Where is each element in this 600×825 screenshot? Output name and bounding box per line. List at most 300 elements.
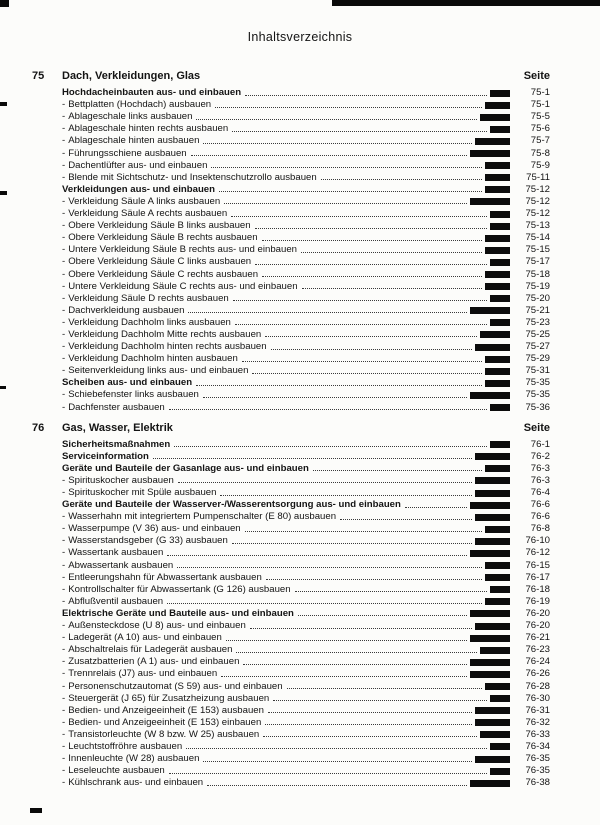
toc-entry-row (62, 619, 550, 631)
toc-entry-row (62, 159, 550, 171)
toc-entry-row (62, 195, 550, 207)
toc-entry-row (62, 776, 550, 788)
entry-page-number: 75-29 (525, 353, 550, 365)
entry-label: Bedien- und Anzeigeeinheit (E 153) einbauen (68, 716, 262, 728)
redaction-bar (485, 356, 510, 363)
toc-entry-row (62, 255, 550, 267)
entry-dash: - (62, 159, 66, 171)
redaction-bar (490, 586, 510, 593)
toc-subsection-row (62, 376, 550, 388)
toc-entry-row (62, 328, 550, 340)
toc-subsection-row (62, 86, 550, 98)
entry-dash: - (62, 147, 66, 159)
entry-label: Trennrelais (J7) aus- und einbauen (68, 668, 218, 680)
toc-entry-row (62, 340, 550, 352)
dotted-leader (236, 652, 477, 653)
entry-dash: - (62, 292, 66, 304)
entry-dash: - (62, 777, 66, 789)
toc-entry-row (62, 655, 550, 667)
dotted-leader (177, 567, 482, 568)
entry-page-number: 75-27 (525, 341, 550, 353)
entry-label: Verkleidung Dachholm links ausbauen (68, 316, 231, 328)
redaction-bar (485, 283, 510, 290)
entry-dash: - (62, 511, 66, 523)
toc-entry-row (62, 692, 550, 704)
entry-dash: - (62, 123, 66, 135)
redaction-bar (485, 235, 510, 242)
entry-dash: - (62, 328, 66, 340)
entry-page-number: 76-15 (525, 559, 550, 571)
redaction-bar (490, 695, 510, 702)
toc-entry-row (62, 740, 550, 752)
redaction-bar (480, 731, 510, 738)
entry-label: Abflußventil ausbauen (68, 595, 164, 607)
redaction-bar (480, 647, 510, 654)
dotted-leader (287, 688, 482, 689)
dotted-leader (219, 191, 482, 192)
entry-page-number: 75-36 (525, 401, 550, 413)
entry-dash: - (62, 99, 66, 111)
entry-dash: - (62, 195, 66, 207)
dotted-leader (313, 470, 482, 471)
entry-page-number: 76-24 (525, 656, 550, 668)
redaction-bar (485, 562, 510, 569)
entry-label: Untere Verkleidung Säule C rechts aus- und einbauen (68, 280, 298, 292)
toc-entry-row (62, 486, 550, 498)
entry-label: Leuchtstoffröhre ausbauen (68, 740, 183, 752)
entry-dash: - (62, 111, 66, 123)
entry-dash: - (62, 171, 66, 183)
dotted-leader (191, 155, 467, 156)
entry-dash: - (62, 401, 66, 413)
entry-label: Obere Verkleidung Säule C rechts ausbauen (68, 268, 259, 280)
entry-page-number: 76-23 (525, 644, 550, 656)
redaction-bar (475, 538, 510, 545)
redaction-bar (470, 392, 510, 399)
entry-page-number: 76-34 (525, 740, 550, 752)
dotted-leader (196, 119, 477, 120)
dotted-leader (203, 761, 472, 762)
dotted-leader (196, 385, 482, 386)
entry-page-number: 75-11 (526, 171, 550, 183)
entry-label: Ablageschale links ausbauen (68, 111, 193, 123)
entry-dash: - (62, 595, 66, 607)
toc-entry-row (62, 474, 550, 486)
entry-label: Dachfenster ausbauen (68, 401, 165, 413)
dotted-leader (221, 676, 467, 677)
entry-label: Wasserhahn mit integriertem Pumpenschalter (E 80) ausbauen (68, 511, 337, 523)
entry-page-number: 75-6 (530, 123, 550, 135)
redaction-bar (475, 453, 510, 460)
entry-label: Seitenverkleidung links aus- und einbauen (68, 365, 249, 377)
entry-dash: - (62, 523, 66, 535)
entry-page-number: 75-12 (525, 195, 550, 207)
entry-label: Verkleidung Dachholm Mitte rechts ausbauen (68, 328, 262, 340)
redaction-bar (470, 307, 510, 314)
toc-entry-row (62, 534, 550, 546)
entry-dash: - (62, 304, 66, 316)
dotted-leader (186, 748, 487, 749)
entry-dash: - (62, 316, 66, 328)
entry-dash: - (62, 208, 66, 220)
toc-entry-row (62, 752, 550, 764)
toc-entry-row (62, 558, 550, 570)
redaction-bar (485, 380, 510, 387)
entry-page-number: 76-35 (525, 753, 550, 765)
toc-entry-row (62, 122, 550, 134)
entry-label: Personenschutzautomat (S 59) aus- und einbauen (68, 680, 283, 692)
entry-dash: - (62, 716, 66, 728)
entry-dash: - (62, 365, 66, 377)
dotted-leader (265, 336, 477, 337)
redaction-bar (490, 295, 510, 302)
redaction-bar (475, 477, 510, 484)
toc-entry-row (62, 679, 550, 691)
entry-page-number: 76-26 (525, 668, 550, 680)
entry-page-number: 75-25 (525, 328, 550, 340)
toc-entry-row (62, 728, 550, 740)
dotted-leader (255, 264, 487, 265)
entry-dash: - (62, 632, 66, 644)
entry-page-number: 76-4 (530, 487, 550, 498)
entry-dash: - (62, 740, 66, 752)
toc-entry-row (62, 400, 550, 412)
entry-page-number: 76-20 (525, 607, 550, 619)
entry-dash: - (62, 704, 66, 716)
redaction-bar (470, 502, 510, 509)
toc-section (32, 421, 550, 789)
entry-page-number: 75-13 (525, 220, 550, 232)
redaction-bar (470, 659, 510, 666)
entry-label: Hochdacheinbauten aus- und einbauen (62, 87, 242, 99)
redaction-bar (490, 126, 510, 133)
entry-dash: - (62, 547, 66, 559)
toc-entry-row (62, 171, 550, 183)
entry-label: Transistorleuchte (W 8 bzw. W 25) ausbauen (68, 728, 260, 740)
entry-page-number: 75-8 (530, 147, 550, 159)
scan-artifact (30, 808, 42, 813)
toc-entry-row (62, 764, 550, 776)
entry-page-number: 76-21 (525, 632, 550, 644)
toc-entry-row (62, 546, 550, 558)
redaction-bar (470, 198, 510, 205)
dotted-leader (211, 167, 482, 168)
entry-page-number: 75-5 (530, 111, 550, 123)
dotted-leader (203, 143, 472, 144)
entry-page-number: 75-35 (525, 389, 550, 401)
entry-label: Untere Verkleidung Säule B rechts aus- und einbauen (68, 244, 298, 256)
toc-subsection-row (62, 607, 550, 619)
toc-entry-row (62, 146, 550, 158)
entry-dash: - (62, 583, 66, 595)
redaction-bar (490, 90, 510, 97)
dotted-leader (233, 300, 487, 301)
redaction-bar (470, 550, 510, 557)
section-number: 75 (32, 70, 45, 82)
redaction-bar (485, 574, 510, 581)
entry-page-number: 76-18 (525, 583, 550, 595)
toc-subsection-row (62, 450, 550, 462)
entry-label: Leseleuchte ausbauen (68, 765, 165, 777)
entry-dash: - (62, 244, 66, 256)
toc-entry-row (62, 219, 550, 231)
entry-page-number: 76-19 (525, 595, 550, 607)
entry-dash: - (62, 389, 66, 401)
entry-label: Geräte und Bauteile der Wasserver-/Wasserentsorgung aus- und einbauen (62, 499, 401, 511)
scan-artifact (0, 102, 7, 106)
redaction-bar (485, 368, 510, 375)
section-title: Dach, Verkleidungen, Glas (62, 70, 201, 82)
entry-dash: - (62, 220, 66, 232)
dotted-leader (174, 446, 487, 447)
dotted-leader (250, 628, 472, 629)
entry-label: Abwassertank ausbauen (68, 559, 174, 571)
entry-dash: - (62, 535, 66, 547)
entry-label: Wasserpumpe (V 36) aus- und einbauen (68, 523, 241, 535)
dotted-leader (178, 482, 472, 483)
entry-page-number: 76-32 (525, 716, 550, 728)
toc-entry-row (62, 231, 550, 243)
entry-page-number: 76-31 (525, 704, 550, 716)
redaction-bar (490, 404, 510, 411)
entry-page-number: 75-23 (525, 316, 550, 328)
toc-entry-row (62, 643, 550, 655)
dotted-leader (235, 324, 487, 325)
entry-page-number: 75-20 (525, 292, 550, 304)
entry-page-number: 75-12 (525, 208, 550, 220)
entry-label: Spirituskocher ausbauen (68, 474, 174, 486)
toc-section (32, 70, 550, 413)
entry-label: Außensteckdose (U 8) aus- und einbauen (68, 620, 246, 632)
redaction-bar (490, 743, 510, 750)
dotted-leader (232, 543, 472, 544)
redaction-bar (490, 768, 510, 775)
section-page-label: Seite (523, 421, 550, 434)
dotted-leader (153, 458, 472, 459)
entry-page-number: 75-21 (525, 304, 550, 316)
entry-page-number: 76-10 (525, 535, 550, 547)
entry-label: Serviceinformation (62, 450, 149, 462)
dotted-leader (245, 95, 487, 96)
entry-label: Sicherheitsmaßnahmen (62, 438, 171, 450)
entry-page-number: 76-1 (530, 438, 550, 450)
entry-dash: - (62, 728, 66, 740)
entry-label: Steuergerät (J 65) für Zusatzheizung ausbauen (68, 692, 270, 704)
entry-label: Abschaltrelais für Ladegerät ausbauen (68, 644, 233, 656)
toc-entry-row (62, 292, 550, 304)
dotted-leader (188, 312, 467, 313)
entry-dash: - (62, 353, 66, 365)
redaction-bar (475, 344, 510, 351)
entry-label: Verkleidung Säule A links ausbauen (68, 195, 221, 207)
dotted-leader (266, 579, 482, 580)
entry-label: Führungsschiene ausbauen (68, 147, 187, 159)
entry-label: Wasserstandsgeber (G 33) ausbauen (68, 535, 228, 547)
entry-page-number: 75-19 (525, 280, 550, 292)
dotted-leader (268, 712, 472, 713)
toc-entry-row (62, 510, 550, 522)
entry-label: Obere Verkleidung Säule B rechts ausbauen (68, 232, 258, 244)
entry-dash: - (62, 256, 66, 268)
entry-dash: - (62, 280, 66, 292)
entry-label: Verkleidung Dachholm hinten ausbauen (68, 353, 238, 365)
dotted-leader (169, 409, 487, 410)
entry-dash: - (62, 620, 66, 632)
dotted-leader (242, 361, 482, 362)
toc-entry-row (62, 522, 550, 534)
toc-subsection-row (62, 498, 550, 510)
entry-dash: - (62, 135, 66, 147)
entry-label: Wassertank ausbauen (68, 547, 164, 559)
toc-entry-row (62, 388, 550, 400)
dotted-leader (203, 397, 467, 398)
entry-page-number: 75-18 (525, 268, 550, 280)
dotted-leader (302, 288, 482, 289)
toc-subsection-row (62, 438, 550, 450)
entry-label: Verkleidungen aus- und einbauen (62, 183, 215, 195)
entry-dash: - (62, 268, 66, 280)
entry-page-number: 75-1 (530, 87, 550, 99)
dotted-leader (167, 603, 482, 604)
redaction-bar (490, 441, 510, 448)
toc-entry-row (62, 267, 550, 279)
redaction-bar (485, 174, 510, 181)
redaction-bar (485, 162, 510, 169)
redaction-bar (480, 114, 510, 121)
redaction-bar (470, 150, 510, 157)
dotted-leader (298, 615, 467, 616)
dotted-leader (265, 724, 472, 725)
page-title: Inhaltsverzeichnis (247, 30, 353, 44)
toc-subsection-row (62, 462, 550, 474)
entry-dash: - (62, 559, 66, 571)
entry-dash: - (62, 487, 66, 498)
redaction-bar (485, 526, 510, 533)
entry-page-number: 76-6 (530, 499, 550, 511)
redaction-bar (470, 635, 510, 642)
toc-entry-row (62, 595, 550, 607)
entry-label: Ladegerät (A 10) aus- und einbauen (68, 632, 222, 644)
dotted-leader (207, 785, 467, 786)
redaction-bar (485, 465, 510, 472)
dotted-leader (321, 179, 482, 180)
entry-label: Innenleuchte (W 28) ausbauen (68, 753, 200, 765)
section-header (32, 70, 550, 86)
entry-page-number: 75-15 (525, 244, 550, 256)
entry-label: Entleerungshahn für Abwassertank ausbauen (68, 571, 262, 583)
entry-page-number: 76-20 (525, 620, 550, 632)
redaction-bar (475, 138, 510, 145)
scan-artifact (0, 191, 7, 195)
toc-entry-row (62, 716, 550, 728)
toc-entry-row (62, 631, 550, 643)
entry-label: Kontrollschalter für Abwassertank (G 126) ausbauen (68, 583, 291, 595)
toc-entry-row (62, 583, 550, 595)
entry-label: Bettplatten (Hochdach) ausbauen (68, 99, 212, 111)
redaction-bar (490, 259, 510, 266)
entry-dash: - (62, 474, 66, 486)
entry-page-number: 75-7 (530, 135, 550, 147)
entry-label: Zusatzbatterien (A 1) aus- und einbauen (68, 656, 240, 668)
entry-label: Verkleidung Dachholm hinten rechts ausbauen (68, 341, 267, 353)
toc-entry-row (62, 110, 550, 122)
entry-label: Spirituskocher mit Spüle ausbauen (68, 487, 217, 498)
entry-page-number: 75-9 (530, 159, 550, 171)
redaction-bar (490, 211, 510, 218)
entry-label: Verkleidung Säule D rechts ausbauen (68, 292, 229, 304)
entry-label: Kühlschrank aus- und einbauen (68, 777, 204, 789)
entry-label: Dachverkleidung ausbauen (68, 304, 185, 316)
dotted-leader (220, 495, 472, 496)
entry-dash: - (62, 571, 66, 583)
toc-entry-row (62, 207, 550, 219)
redaction-bar (470, 671, 510, 678)
entry-label: Ablageschale hinten ausbauen (68, 135, 200, 147)
dotted-leader (232, 131, 487, 132)
redaction-bar (485, 186, 510, 193)
entry-page-number: 76-30 (525, 692, 550, 704)
redaction-bar (475, 490, 510, 497)
entry-label: Verkleidung Säule A rechts ausbauen (68, 208, 228, 220)
toc-entry-row (62, 704, 550, 716)
entry-page-number: 76-2 (530, 450, 550, 462)
redaction-bar (485, 598, 510, 605)
entry-page-number: 75-35 (525, 377, 550, 389)
entry-page-number: 76-38 (525, 777, 550, 789)
toc-entry-row (62, 243, 550, 255)
redaction-bar (485, 683, 510, 690)
entry-label: Elektrische Geräte und Bauteile aus- und einbauen (62, 607, 294, 619)
dotted-leader (301, 252, 482, 253)
dotted-leader (224, 203, 467, 204)
entry-label: Schiebefenster links ausbauen (68, 389, 199, 401)
dotted-leader (215, 107, 482, 108)
entry-dash: - (62, 680, 66, 692)
entry-page-number: 75-17 (525, 256, 550, 268)
toc-entry-row (62, 134, 550, 146)
entry-page-number: 76-12 (525, 547, 550, 559)
entry-label: Blende mit Sichtschutz- und Insektenschutzrollo ausbauen (68, 171, 317, 183)
section-page-label: Seite (523, 70, 550, 82)
entry-page-number: 76-3 (530, 462, 550, 474)
entry-page-number: 75-31 (525, 365, 550, 377)
entry-dash: - (62, 656, 66, 668)
toc-entry-row (62, 316, 550, 328)
entry-dash: - (62, 765, 66, 777)
dotted-leader (271, 349, 472, 350)
redaction-bar (475, 719, 510, 726)
dotted-leader (255, 228, 487, 229)
entry-dash: - (62, 753, 66, 765)
entry-label: Scheiben aus- und einbauen (62, 377, 193, 389)
entry-dash: - (62, 692, 66, 704)
entry-page-number: 75-1 (530, 99, 550, 111)
toc-entry-row (62, 304, 550, 316)
entry-dash: - (62, 668, 66, 680)
redaction-bar (490, 223, 510, 230)
entry-label: Ablageschale hinten rechts ausbauen (68, 123, 229, 135)
entry-page-number: 76-35 (525, 765, 550, 777)
entry-label: Geräte und Bauteile der Gasanlage aus- und einbauen (62, 462, 309, 474)
table-of-contents (32, 70, 550, 789)
entry-dash: - (62, 341, 66, 353)
section-number: 76 (32, 421, 45, 434)
entry-dash: - (62, 232, 66, 244)
section-header (32, 421, 550, 438)
entry-page-number: 76-33 (525, 728, 550, 740)
dotted-leader (226, 640, 467, 641)
redaction-bar (470, 780, 510, 787)
